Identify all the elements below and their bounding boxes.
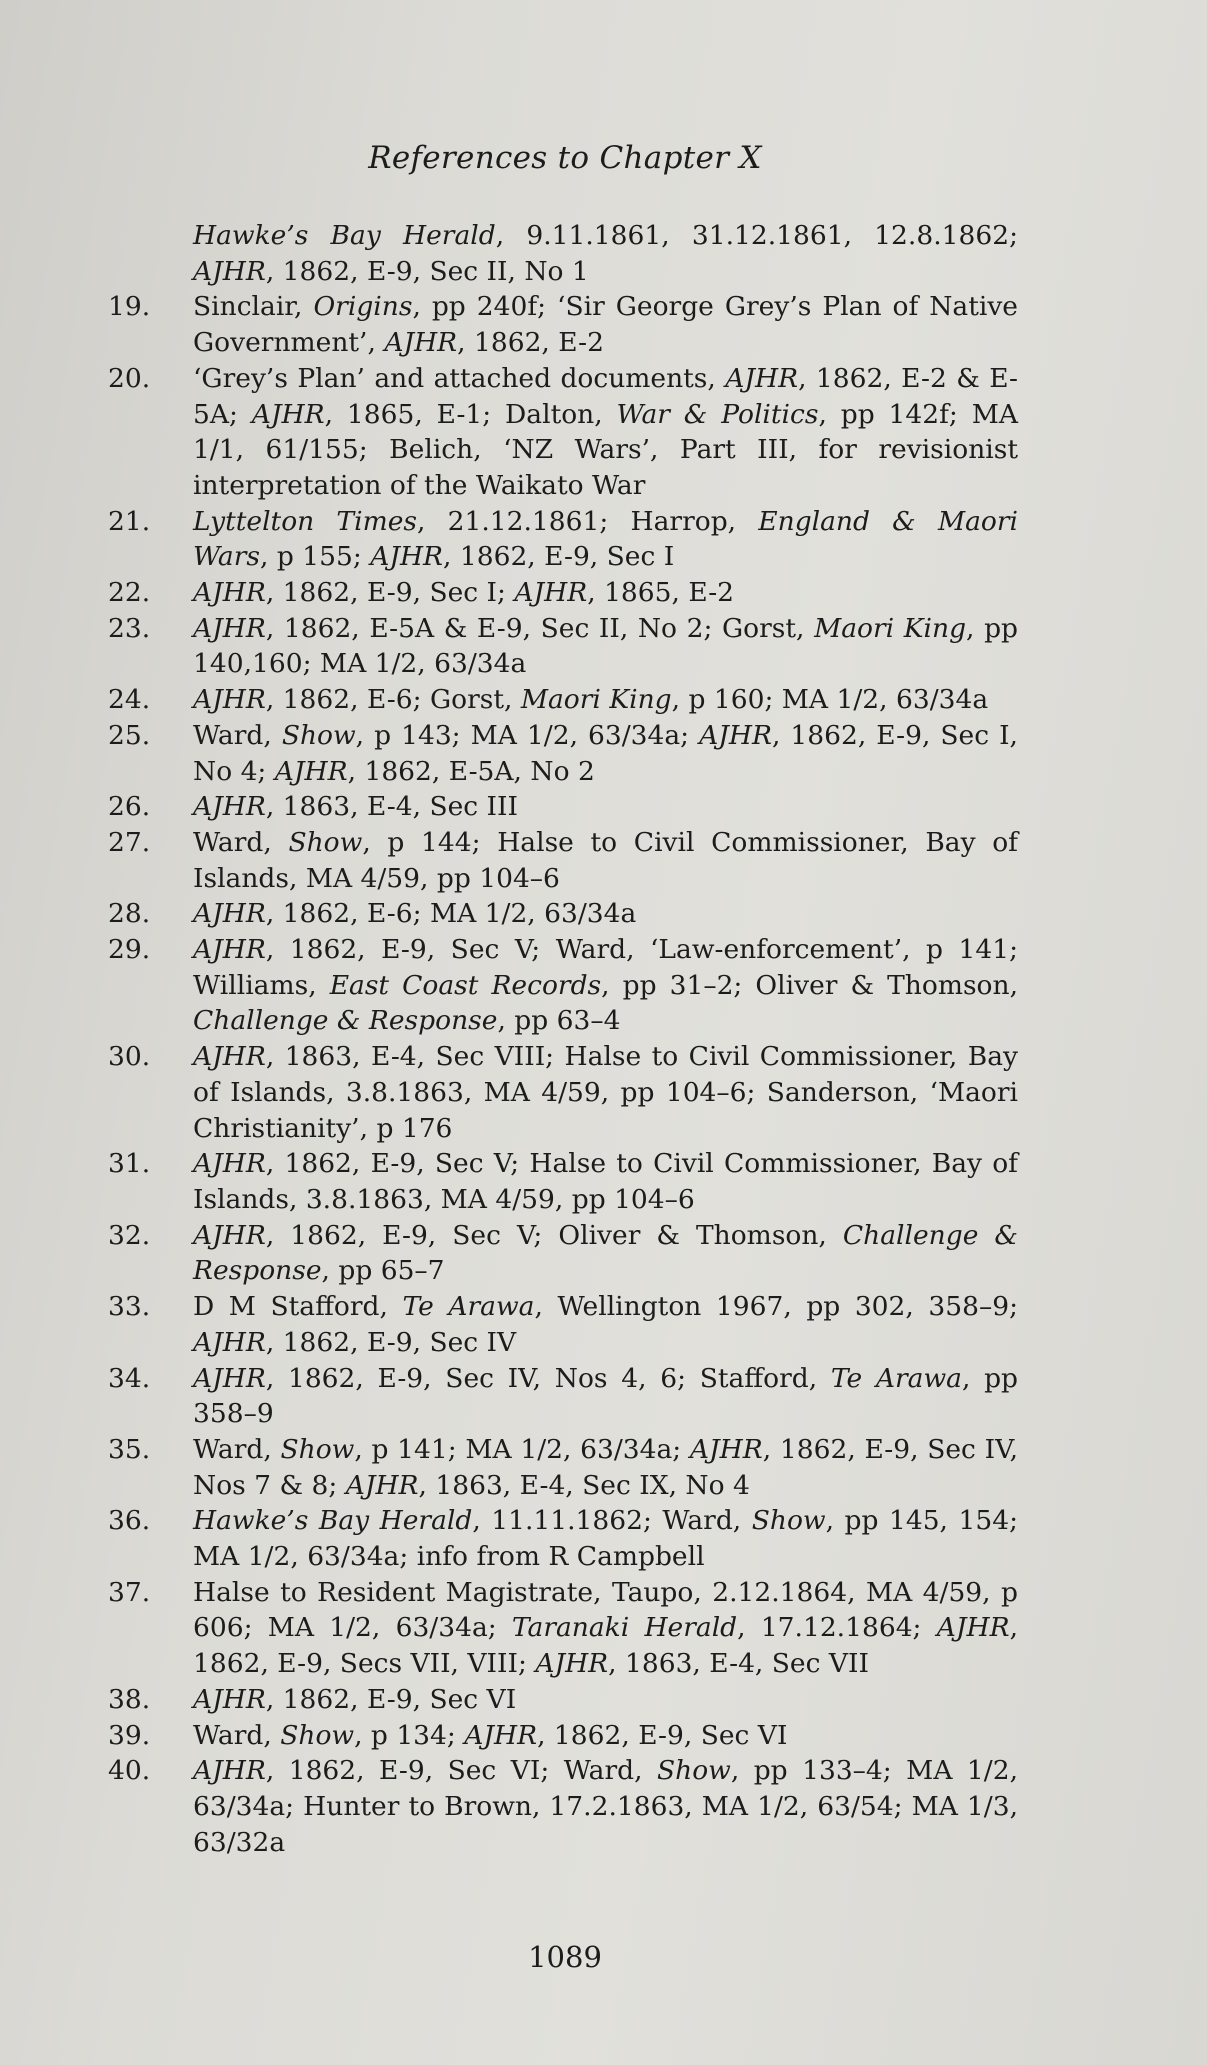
reference-entry <box>108 361 1018 504</box>
reference-number: 39. <box>108 1719 151 1751</box>
reference-entry <box>108 1289 1018 1360</box>
reference-entry <box>108 611 1018 682</box>
reference-text: Ward, Show, p 144; Halse to Civil Commissioner, Bay of Islands, MA 4/59, pp 104–6 <box>193 826 1018 894</box>
reference-entry <box>108 1575 1018 1682</box>
reference-number: 31. <box>108 1148 151 1180</box>
reference-text: Sinclair, Origins, pp 240f; ‘Sir George Grey’s Plan of Native Government’, AJHR, 1862, E-2 <box>193 291 1018 359</box>
reference-text: AJHR, 1862, E-5A & E-9, Sec II, No 2; Gorst, Maori King, pp 140,160; MA 1/2, 63/34a <box>193 612 1019 680</box>
reference-text: AJHR, 1862, E-6; MA 1/2, 63/34a <box>193 898 637 930</box>
running-header: References to Chapter X <box>368 140 762 176</box>
reference-number: 37. <box>108 1576 151 1608</box>
reference-text: AJHR, 1862, E-9, Sec V; Oliver & Thomson, Challenge & Response, pp 65–7 <box>193 1219 1018 1287</box>
reference-number: 36. <box>108 1505 151 1537</box>
reference-entry <box>108 1503 1018 1574</box>
reference-entry <box>108 718 1018 789</box>
reference-number: 32. <box>108 1219 151 1251</box>
reference-entry <box>108 504 1018 575</box>
reference-text: AJHR, 1862, E-9, Sec V; Halse to Civil Commissioner, Bay of Islands, 3.8.1863, MA 4/59, pp 104–6 <box>193 1148 1018 1215</box>
reference-text: AJHR, 1862, E-9, Sec VI <box>193 1683 517 1715</box>
reference-entry <box>108 1146 1018 1217</box>
reference-text: Hawke’s Bay Herald, 11.11.1862; Ward, Show, pp 145, 154; MA 1/2, 63/34a; info from R Campbell <box>193 1505 1018 1573</box>
reference-number: 29. <box>108 934 151 966</box>
reference-entry <box>108 932 1018 1039</box>
reference-number: 23. <box>108 612 151 644</box>
reference-entry <box>108 1432 1018 1503</box>
reference-text: ‘Grey’s Plan’ and attached documents, AJHR, 1862, E-2 & E-5A; AJHR, 1865, E-1; Dalton, War & Politics, pp 142f; MA 1/1, 61/155; Belich, ‘NZ Wars’, Part III, for revisionist interpretation of the Waikato War <box>193 362 1019 501</box>
reference-entry <box>108 575 1018 611</box>
reference-text: AJHR, 1862, E-9, Sec IV, Nos 4, 6; Stafford, Te Arawa, pp 358–9 <box>193 1362 1018 1430</box>
reference-number: 21. <box>108 505 151 537</box>
reference-text: Hawke’s Bay Herald, 9.11.1861, 31.12.1861, 12.8.1862; AJHR, 1862, E-9, Sec II, No 1 <box>193 220 1018 287</box>
reference-text: AJHR, 1862, E-9, Sec I; AJHR, 1865, E-2 <box>193 577 735 609</box>
reference-number: 38. <box>108 1683 151 1715</box>
reference-text: Ward, Show, p 143; MA 1/2, 63/34a; AJHR, 1862, E-9, Sec I, No 4; AJHR, 1862, E-5A, No 2 <box>193 719 1018 787</box>
reference-entry <box>108 896 1018 932</box>
reference-number: 26. <box>108 791 151 823</box>
reference-entry <box>108 218 1018 289</box>
reference-number: 34. <box>108 1362 151 1394</box>
reference-text: Ward, Show, p 134; AJHR, 1862, E-9, Sec VI <box>193 1719 788 1751</box>
reference-entry <box>108 1753 1018 1860</box>
reference-list <box>108 218 1018 1860</box>
reference-entry <box>108 789 1018 825</box>
reference-text: AJHR, 1863, E-4, Sec III <box>193 791 518 823</box>
reference-entry <box>108 1039 1018 1146</box>
reference-entry <box>108 825 1018 896</box>
reference-entry <box>108 1218 1018 1289</box>
reference-text: AJHR, 1862, E-9, Sec V; Ward, ‘Law-enforcement’, p 141; Williams, East Coast Records, pp 31–2; Oliver & Thomson, Challenge & Response, pp 63–4 <box>193 934 1018 1037</box>
reference-entry <box>108 1682 1018 1718</box>
reference-text: AJHR, 1862, E-9, Sec VI; Ward, Show, pp 133–4; MA 1/2, 63/34a; Hunter to Brown, 17.2.1863, MA 1/2, 63/54; MA 1/3, 63/32a <box>193 1755 1018 1858</box>
page-number: 1089 <box>528 1940 602 1974</box>
reference-number: 35. <box>108 1433 151 1465</box>
reference-entry <box>108 289 1018 360</box>
reference-entry <box>108 682 1018 718</box>
reference-text: AJHR, 1862, E-6; Gorst, Maori King, p 160; MA 1/2, 63/34a <box>193 684 989 716</box>
reference-text: AJHR, 1863, E-4, Sec VIII; Halse to Civil Commissioner, Bay of Islands, 3.8.1863, MA 4/59, pp 104–6; Sanderson, ‘Maori Christianity’, p 176 <box>193 1041 1018 1144</box>
reference-number: 27. <box>108 826 151 858</box>
reference-text: Ward, Show, p 141; MA 1/2, 63/34a; AJHR, 1862, E-9, Sec IV, Nos 7 & 8; AJHR, 1863, E-4, Sec IX, No 4 <box>193 1433 1018 1501</box>
reference-entry <box>108 1361 1018 1432</box>
reference-number: 30. <box>108 1041 151 1073</box>
reference-number: 19. <box>108 291 151 323</box>
reference-number: 25. <box>108 719 151 751</box>
reference-text: D M Stafford, Te Arawa, Wellington 1967, pp 302, 358–9; AJHR, 1862, E-9, Sec IV <box>193 1291 1019 1358</box>
reference-text: Halse to Resident Magistrate, Taupo, 2.12.1864, MA 4/59, p 606; MA 1/2, 63/34a; Taranaki Herald, 17.12.1864; AJHR, 1862, E-9, Secs VII, VIII; AJHR, 1863, E-4, Sec VII <box>193 1576 1018 1680</box>
reference-entry <box>108 1718 1018 1754</box>
reference-number: 20. <box>108 362 151 394</box>
reference-text: Lyttelton Times, 21.12.1861; Harrop, England & Maori Wars, p 155; AJHR, 1862, E-9, Sec I <box>193 505 1018 573</box>
reference-number: 33. <box>108 1291 151 1323</box>
reference-number: 28. <box>108 898 151 930</box>
reference-number: 24. <box>108 684 151 716</box>
reference-number: 40. <box>108 1755 151 1787</box>
reference-number: 22. <box>108 577 151 609</box>
